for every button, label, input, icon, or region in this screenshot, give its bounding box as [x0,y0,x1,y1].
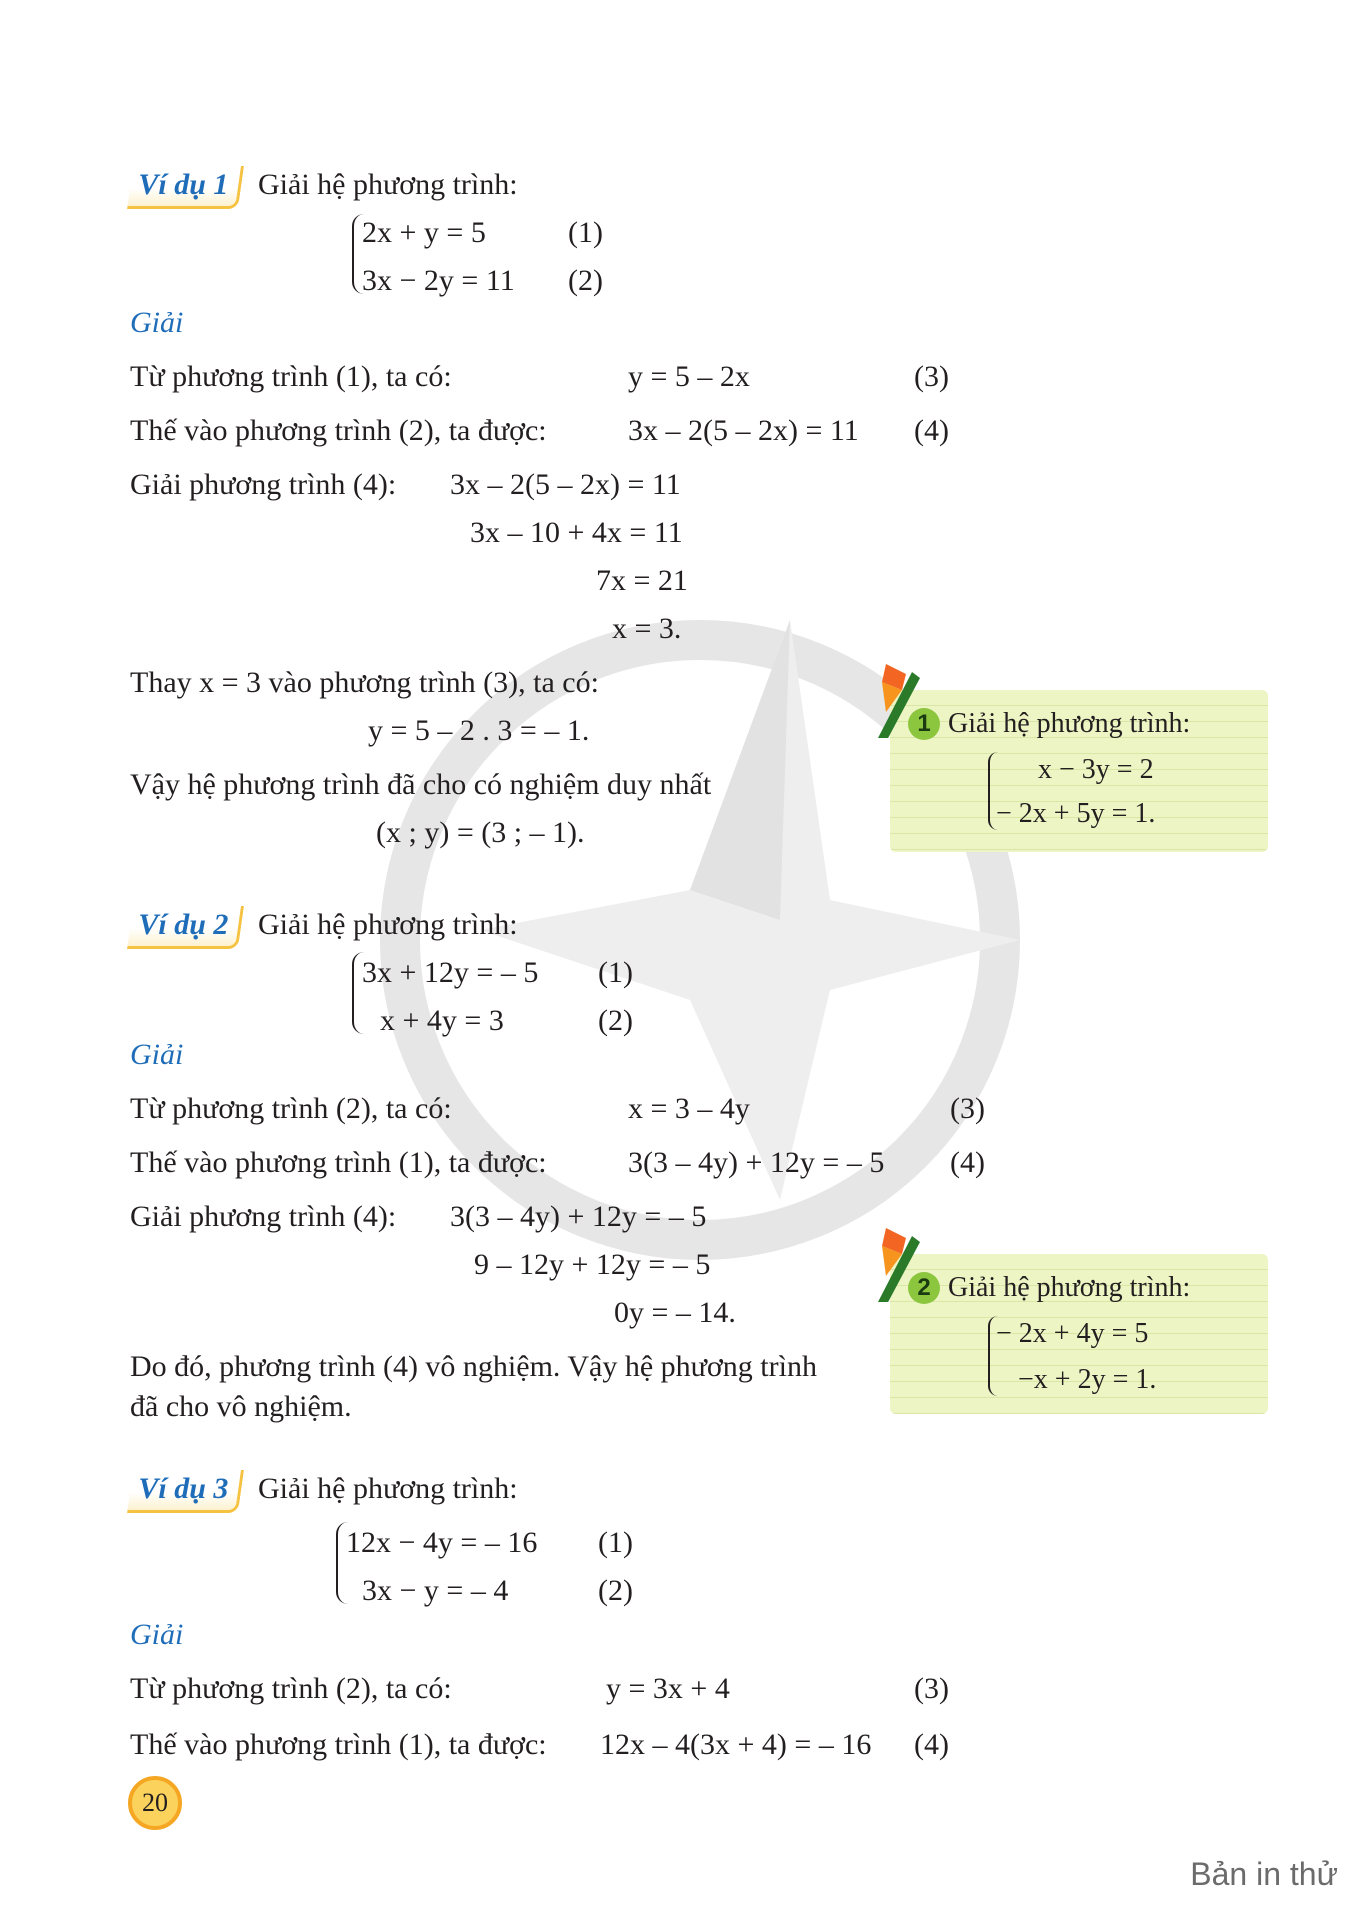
example-2-conclusion-1: Do đó, phương trình (4) vô nghiệm. Vậy hệ phương trình [130,1350,817,1383]
exercise-2-title: Giải hệ phương trình: [948,1272,1191,1303]
example-1-step-2-expr: 3x – 2(5 – 2x) = 11 [628,414,859,447]
exercise-2-eq-2: −x + 2y = 1. [1018,1364,1157,1395]
exercise-2-eq-1: − 2x + 4y = 5 [996,1318,1149,1349]
exercise-1-eq-1: x − 3y = 2 [1038,754,1154,785]
example-3-prompt: Giải hệ phương trình: [258,1472,518,1505]
example-1-tag: Ví dụ 1 [127,166,244,209]
example-1-step-1-text: Từ phương trình (1), ta có: [130,360,452,393]
example-2-solve-line-3: 0y = – 14. [614,1296,736,1329]
example-3-eq-1-label: (1) [598,1526,633,1559]
example-1-conclusion-3: Vậy hệ phương trình đã cho có nghiệm duy nhất [130,768,712,801]
example-2-eq-1-label: (1) [598,956,633,989]
example-1-step-1-expr: y = 5 – 2x [628,360,750,393]
example-3-eq-1: 12x − 4y = – 16 [346,1526,538,1559]
example-1-solve-label: Giải phương trình (4): [130,468,397,501]
example-1-eq-1: 2x + y = 5 [362,216,486,249]
exercise-2-box [890,1254,1268,1414]
example-2-solution-heading: Giải [130,1038,184,1071]
example-2-solve-label: Giải phương trình (4): [130,1200,397,1233]
example-1-eq-1-label: (1) [568,216,603,249]
example-3-step-1-expr: y = 3x + 4 [606,1672,730,1705]
example-1-step-2-text: Thế vào phương trình (2), ta được: [130,414,547,447]
example-2-step-1-expr: x = 3 – 4y [628,1092,750,1125]
example-3-step-1-text: Từ phương trình (2), ta có: [130,1672,452,1705]
example-3-eq-2-label: (2) [598,1574,633,1607]
exercise-1-box [890,690,1268,852]
example-2-eq-2: x + 4y = 3 [380,1004,504,1037]
example-3-step-2-text: Thế vào phương trình (1), ta được: [130,1728,547,1761]
example-3-solution-heading: Giải [130,1618,184,1651]
example-1-conclusion-1: Thay x = 3 vào phương trình (3), ta có: [130,666,599,699]
example-2-eq-2-label: (2) [598,1004,633,1037]
example-2-step-1-text: Từ phương trình (2), ta có: [130,1092,452,1125]
example-1-solution-heading: Giải [130,306,184,339]
example-1-eq-2-label: (2) [568,264,603,297]
page-number-badge [128,1776,182,1830]
example-1-solve-line-3: 7x = 21 [596,564,688,597]
example-2-tag: Ví dụ 2 [127,906,244,949]
example-1-solve-line-4: x = 3. [612,612,682,645]
example-1-solve-line-2: 3x – 10 + 4x = 11 [470,516,683,549]
example-1-step-1-label: (3) [914,360,949,393]
example-1-conclusion-4: (x ; y) = (3 ; – 1). [376,816,585,849]
example-2-step-1-label: (3) [950,1092,985,1125]
example-2-step-2-expr: 3(3 – 4y) + 12y = – 5 [628,1146,885,1179]
example-1-solve-line-1: 3x – 2(5 – 2x) = 11 [450,468,681,501]
example-3-step-2-label: (4) [914,1728,949,1761]
example-2-solve-line-1: 3(3 – 4y) + 12y = – 5 [450,1200,707,1233]
example-1-eq-2: 3x − 2y = 11 [362,264,515,297]
example-2-eq-1: 3x + 12y = – 5 [362,956,539,989]
page-number: 20 [142,1788,168,1817]
example-3-step-2-expr: 12x – 4(3x + 4) = – 16 [600,1728,872,1761]
draft-print-label: Bản in thử [1190,1856,1338,1892]
example-1-conclusion-2: y = 5 – 2 . 3 = – 1. [368,714,590,747]
exercise-1-title: Giải hệ phương trình: [948,708,1191,739]
exercise-2-number: 2 [908,1272,940,1304]
example-2-solve-line-2: 9 – 12y + 12y = – 5 [474,1248,711,1281]
example-3-step-1-label: (3) [914,1672,949,1705]
example-2-conclusion-2: đã cho vô nghiệm. [130,1390,352,1423]
example-1-step-2-label: (4) [914,414,949,447]
example-2-step-2-text: Thế vào phương trình (1), ta được: [130,1146,547,1179]
exercise-1-number: 1 [908,708,940,740]
exercise-1-eq-2: − 2x + 5y = 1. [996,798,1156,829]
example-3-eq-2: 3x − y = – 4 [362,1574,509,1607]
example-2-step-2-label: (4) [950,1146,985,1179]
example-1-prompt: Giải hệ phương trình: [258,168,518,201]
example-3-tag: Ví dụ 3 [127,1470,244,1513]
example-2-prompt: Giải hệ phương trình: [258,908,518,941]
